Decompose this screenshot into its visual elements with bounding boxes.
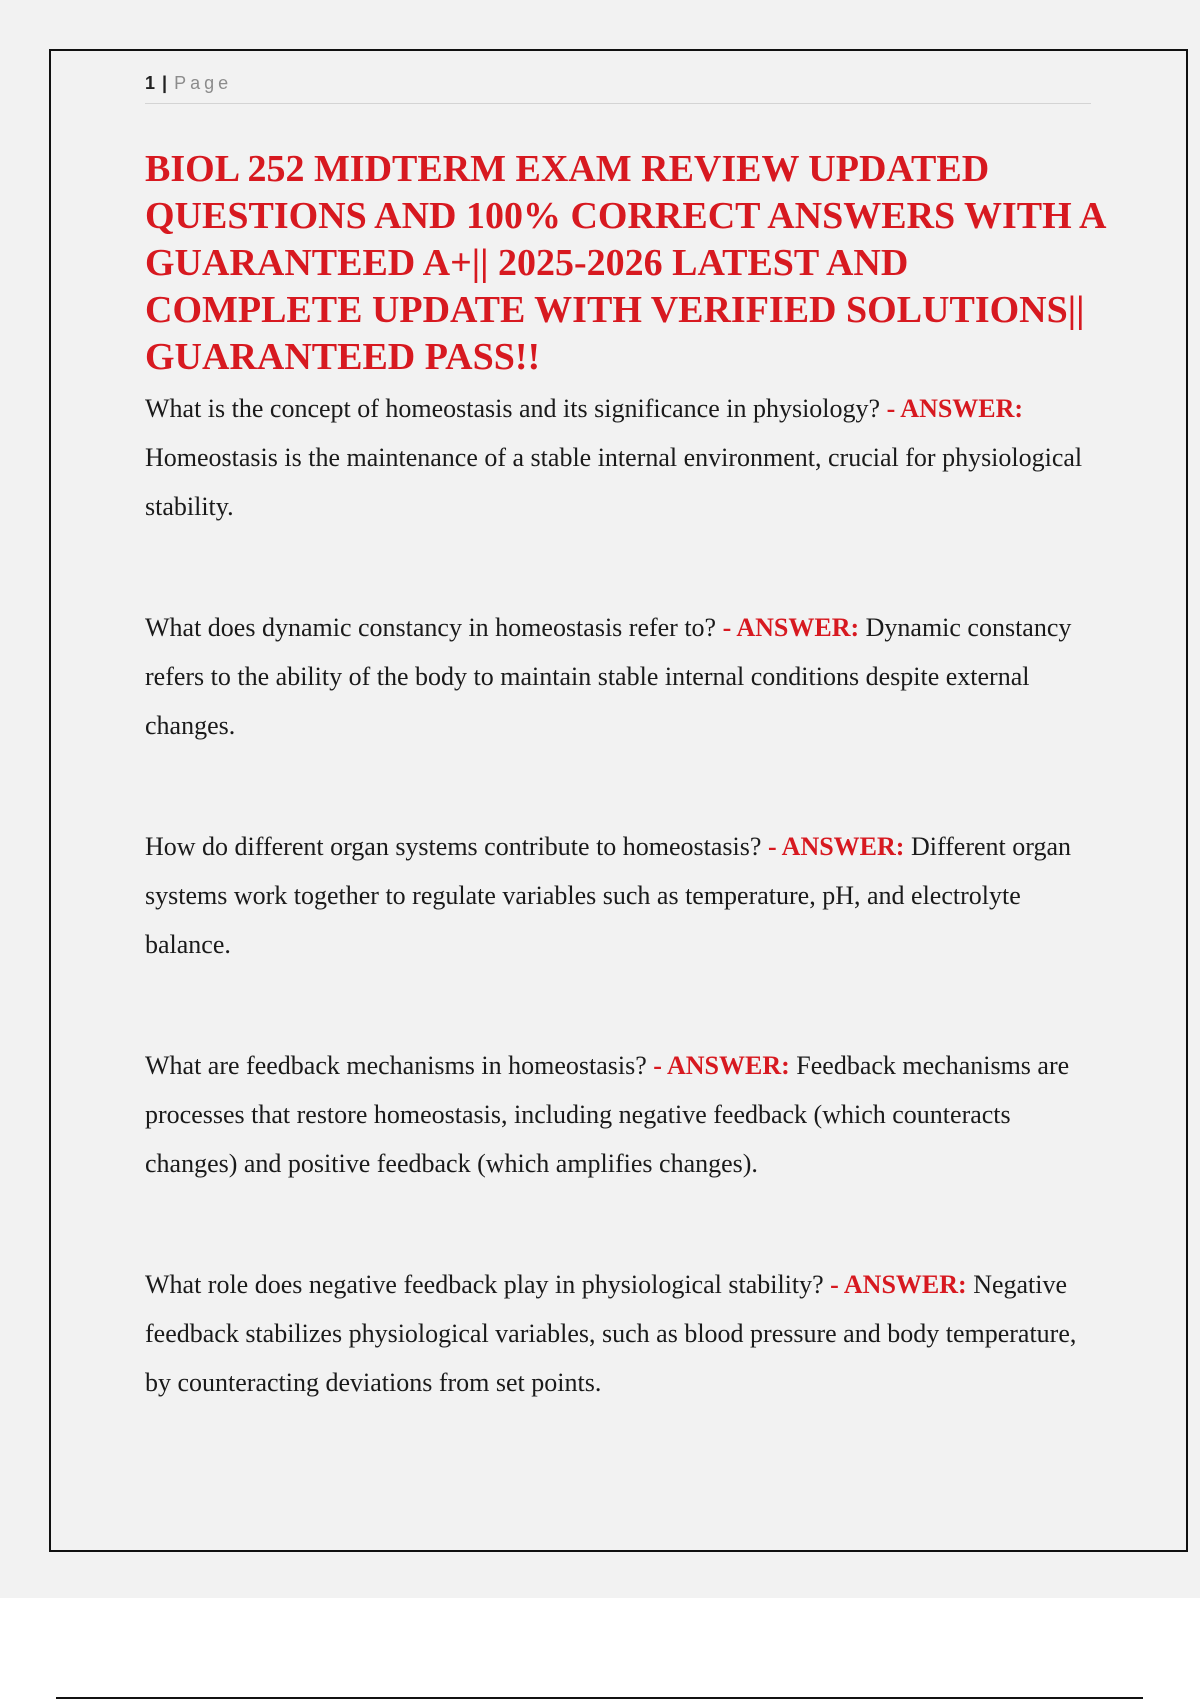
question-text: How do different organ systems contribute to homeostasis?: [145, 832, 762, 861]
qa-item: [145, 1260, 1100, 1407]
answer-label: - ANSWER:: [767, 832, 905, 861]
answer-label: - ANSWER:: [653, 1051, 790, 1080]
page-separator: |: [162, 73, 168, 93]
page-label: Page: [174, 73, 233, 93]
qa-item: [145, 1041, 1100, 1188]
answer-label: - ANSWER:: [830, 1270, 967, 1299]
qa-item: [145, 603, 1100, 750]
answer-label: - ANSWER:: [886, 394, 1024, 423]
question-text: What is the concept of homeostasis and its significance in physiology?: [145, 394, 881, 423]
page-header: [145, 72, 1091, 104]
answer-text: Homeostasis is the maintenance of a stable internal environment, crucial for physiological stability.: [145, 443, 1083, 521]
document-title: BIOL 252 MIDTERM EXAM REVIEW UPDATED QUESTIONS AND 100% CORRECT ANSWERS WITH A GUARANTEED A+|| 2025-2026 LATEST AND COMPLETE UPDATE WITH VERIFIED SOLUTIONS|| GUARANTEED PASS!!: [145, 148, 1105, 378]
qa-item: [145, 822, 1100, 969]
answer-text: Dynamic constancy refers to the ability of the body to maintain stable internal conditions despite external changes.: [145, 613, 1072, 740]
qa-item: [145, 384, 1100, 531]
answer-text: Negative feedback stabilizes physiological variables, such as blood pressure and body temperature, by counteracting deviations from set points.: [145, 1270, 1077, 1397]
answer-label: - ANSWER:: [722, 613, 860, 642]
page-number: 1: [145, 73, 156, 93]
question-text: What are feedback mechanisms in homeostasis?: [145, 1051, 647, 1080]
qa-list: [145, 384, 1100, 1479]
question-text: What does dynamic constancy in homeostasis refer to?: [145, 613, 717, 642]
answer-text: Feedback mechanisms are processes that restore homeostasis, including negative feedback (which counteracts changes) and positive feedback (which amplifies changes).: [145, 1051, 1070, 1178]
answer-text: Different organ systems work together to regulate variables such as temperature, pH, and electrolyte balance.: [145, 832, 1071, 959]
next-page-border: [56, 1697, 1143, 1699]
question-text: What role does negative feedback play in physiological stability?: [145, 1270, 824, 1299]
